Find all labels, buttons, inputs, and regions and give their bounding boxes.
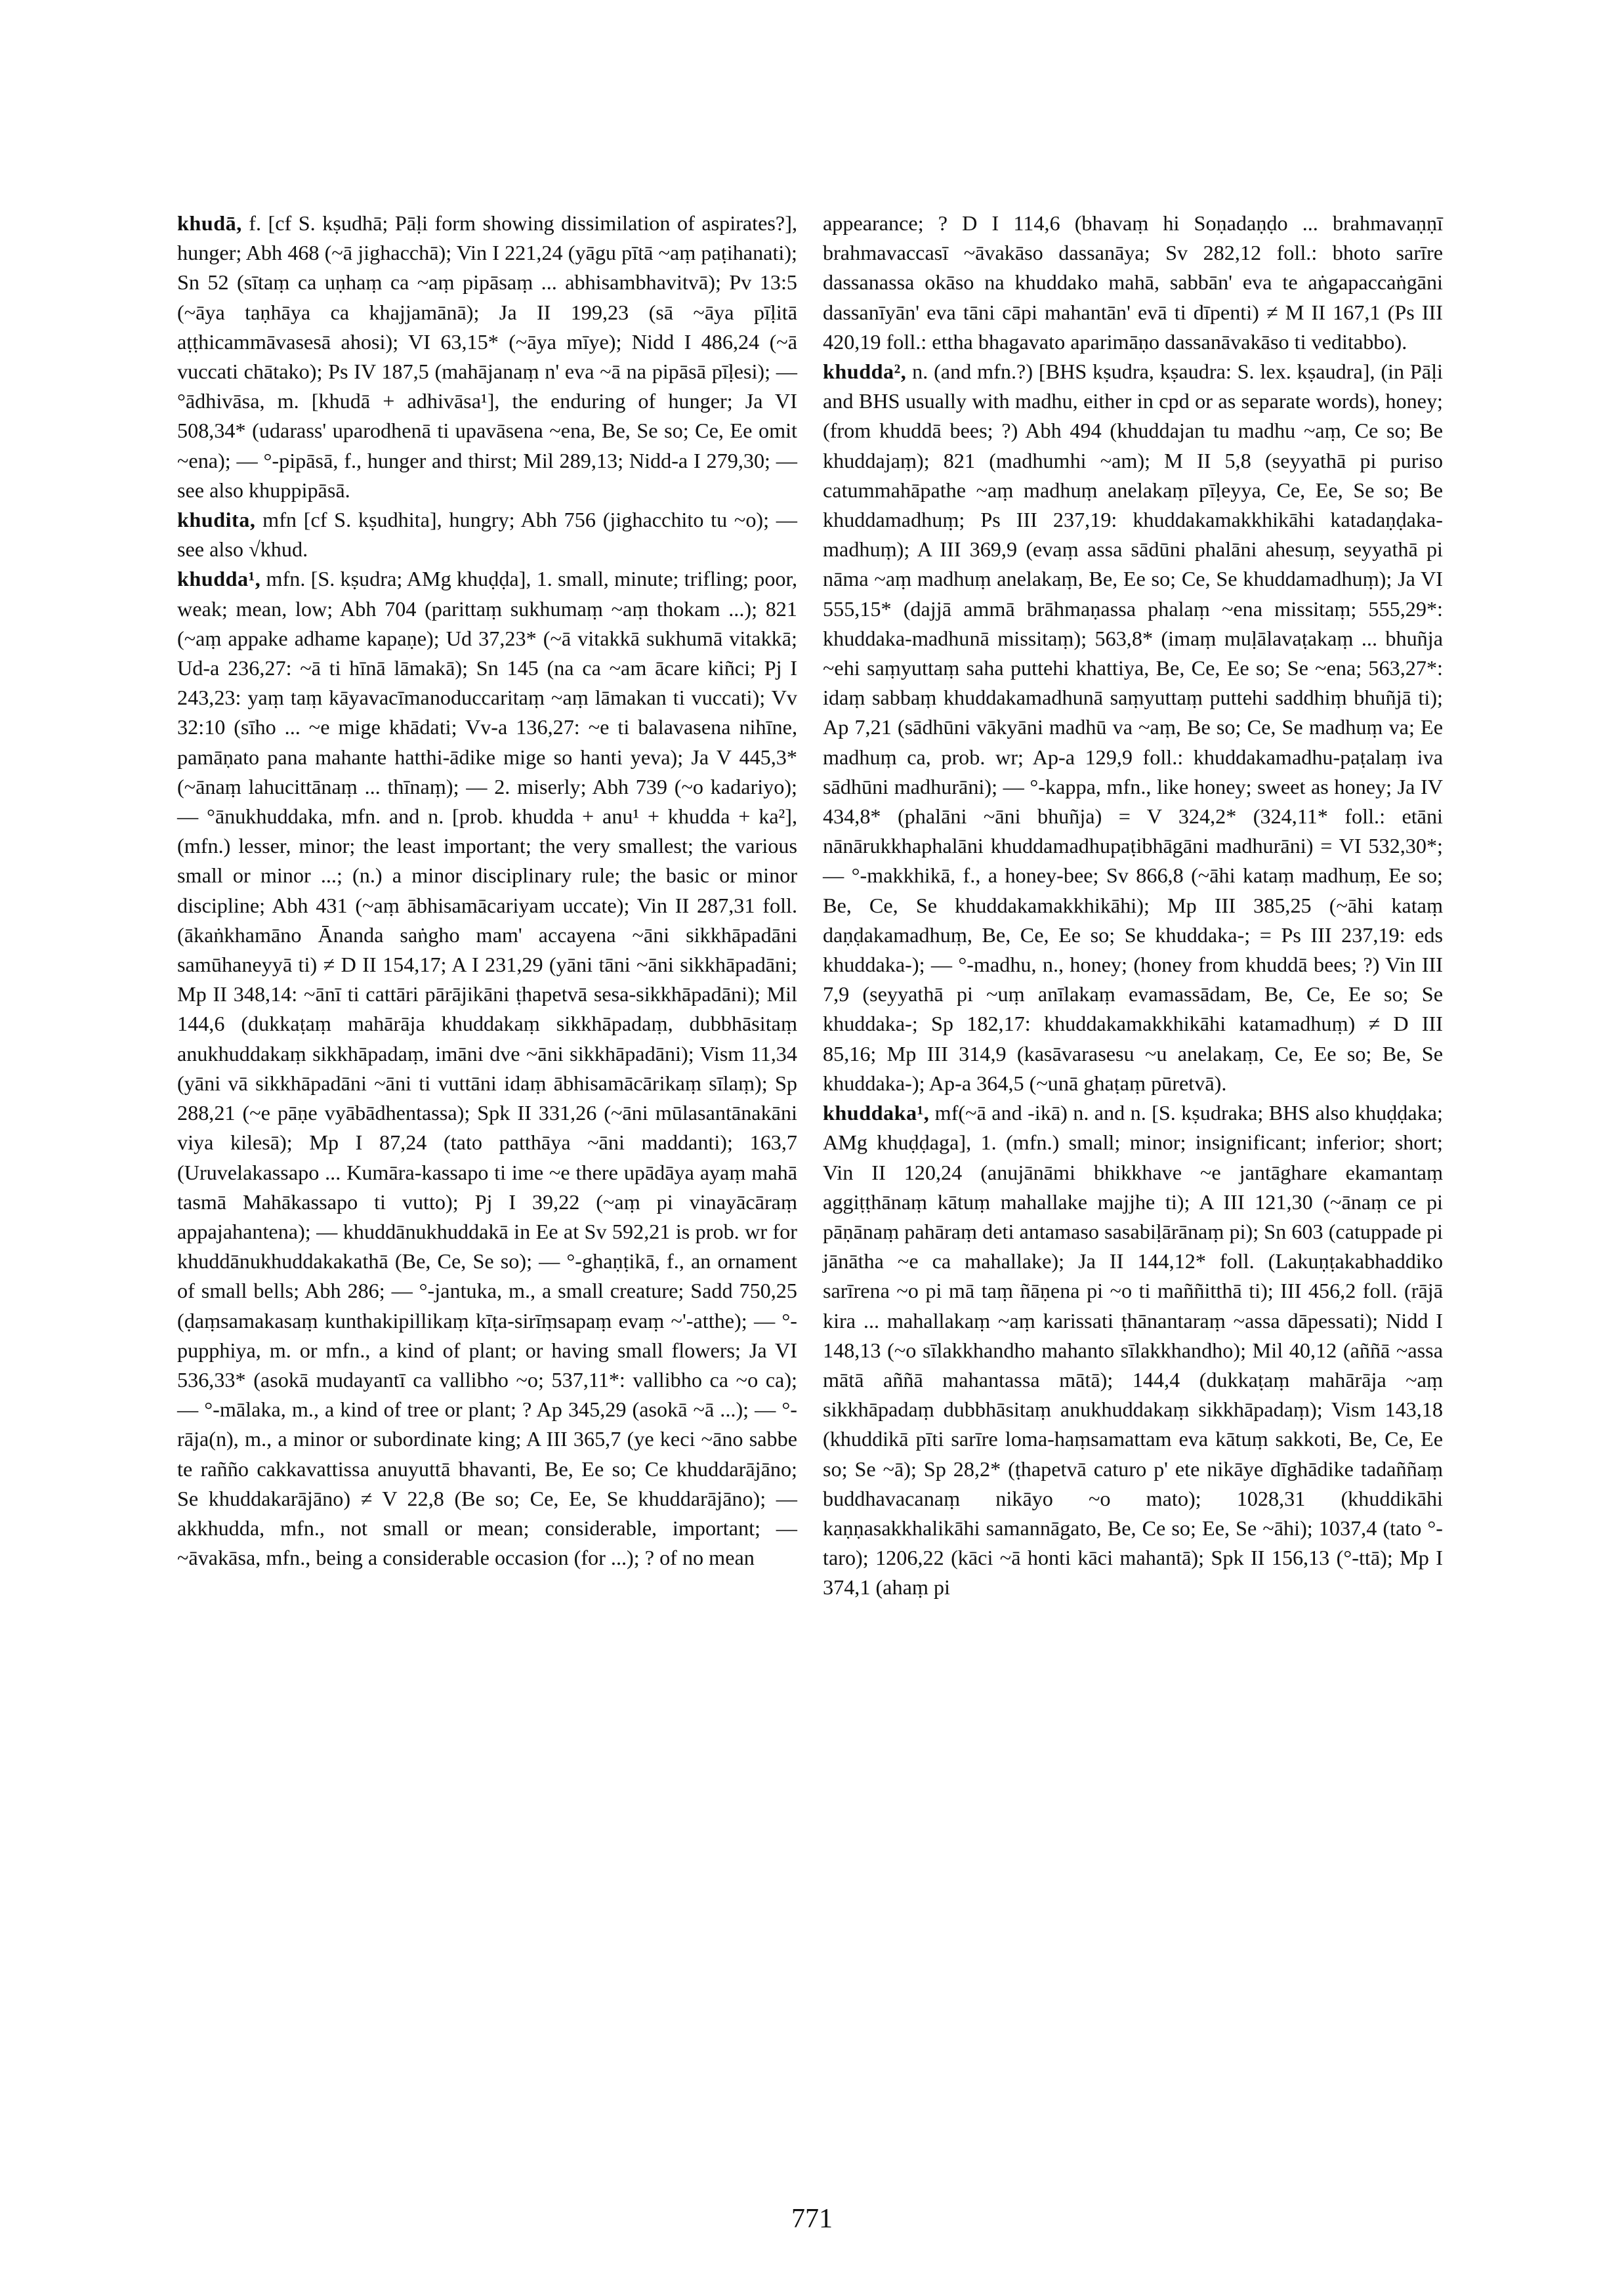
entry-khuddaka-1	[823, 1098, 1443, 1602]
entry-text: mfn. [S. kṣudra; AMg khuḍḍa], 1. small, minute; trifling; poor, weak; mean, low; Abh 704 (parittaṃ sukhumaṃ ~aṃ thokam ...); 821 (~aṃ appake adhame kapaṇe); Ud 37,23* (~ā vitakkā sukhumā vitakkā; Ud-a 236,27: ~ā ti hīnā lāmakā); Sn 145 (na ca ~am ācare kiñci; Pj I 243,23: yaṃ taṃ kāyavacīmanoduccaritaṃ ~aṃ lāmakan ti vuccati); Vv 32:10 (sīho ... ~e mige khādati; Vv-a 136,27: ~e ti balavasena nihīne, pamāṇato pana mahante hatthi-ādike mige so hanti yeva); Ja V 445,3* (~ānaṃ lahucittānaṃ ... thīnaṃ); — 2. miserly; Abh 739 (~o kadariyo); — °ānukhuddaka, mfn. and n. [prob. khudda + anu¹ + khudda + ka²], (mfn.) lesser, minor; the least important; the very smallest; the various small or minor ...; (n.) a minor disciplinary rule; the basic or minor discipline; Abh 431 (~aṃ ābhisamācariyam uccate); Vin II 287,31 foll. (ākaṅkhamāno Ānanda saṅgho mam' accayena ~āni sikkhāpadāni samūhaneyyā ti) ≠ D II 154,17; A I 231,29 (yāni tāni ~āni sikkhāpadāni; Mp II 348,14: ~ānī ti cattāri pārājikāni ṭhapetvā sesa-sikkhāpadāni); Mil 144,6 (dukkaṭaṃ mahārāja khuddakaṃ sikkhāpadaṃ, dubbhāsitaṃ anukhuddakaṃ sikkhāpadaṃ, imāni dve ~āni sikkhāpadāni); Vism 11,34 (yāni vā sikkhāpadāni ~āni ti vuttāni idaṃ ābhisamācārikaṃ sīlaṃ); Sp 288,21 (~e pāṇe vyābādhentassa); Spk II 331,26 (~āni mūlasantānakāni viya kilesā); Mp I 87,24 (tato patthāya ~āni maddanti); 163,7 (Uruvelakassapo ... Kumāra-kassapo ti ime ~e there upādāya ayaṃ mahā tasmā Mahākassapo ti vutto); Pj I 39,22 (~aṃ pi vinayācāraṃ appajahantena); — khuddānukhuddakā in Ee at Sv 592,21 is prob. wr for khuddānukhuddakakathā (Be, Ce, Se so); — °-ghaṇṭikā, f., an ornament of small bells; Abh 286; — °-jantuka, m., a small creature; Sadd 750,25 (ḍaṃsamakasaṃ kunthakipillikaṃ kīṭa-sirīṃsapaṃ evaṃ ~'-atthe); — °-pupphiya, m. or mfn., a kind of plant; or having small flowers; Ja VI 536,33* (asokā mudayantī ca vallibho ~o; 537,11*: vallibho ca ~o ca); — °-mālaka, m., a kind of tree or plant; ? Ap 345,29 (asokā ~ā ...); — °-rāja(n), m., a minor or subordinate king; A III 365,7 (ye keci ~āno sabbe te rañño cakkavattissa anuyuttā bhavanti, Be, Ee so; Ce khuddarājāno; Se khuddakarājāno) ≠ V 22,8 (Be so; Ce, Ee, Se khuddarājāno); — akkhudda, mfn., not small or mean; considerable, important; — ~āvakāsa, mfn., being a considerable occasion (for ...); ? of no mean	[177, 567, 797, 1570]
entry-text: mfn [cf S. kṣudhita], hungry; Abh 756 (jighacchito tu ~o); — see also √khud.	[177, 508, 797, 562]
headword: khudā,	[177, 211, 242, 235]
entry-text: n. (and mfn.?) [BHS kṣudra, kṣaudra: S. lex. kṣaudra], (in Pāḷi and BHS usually with madhu, either in cpd or as separate words), honey; (from khuddā bees; ?) Abh 494 (khuddajan tu madhu ~aṃ, Ce so; Be khuddajaṃ); 821 (madhumhi ~am); M II 5,8 (seyyathā pi puriso catummahāpathe ~aṃ madhuṃ anelakaṃ pīḷeyya, Ce, Ee, Se so; Be khuddamadhuṃ; Ps III 237,19: khuddakamakkhikāhi katadaṇḍaka-madhuṃ); A III 369,9 (evaṃ assa sādūni phalāni ahesuṃ, seyyathā pi nāma ~aṃ madhuṃ anelakaṃ, Be, Ee so; Ce, Se khuddamadhuṃ); Ja VI 555,15* (dajjā ammā brāhmaṇassa phalaṃ ~ena missitaṃ; 555,29*: khuddaka-madhunā missitaṃ); 563,8* (imaṃ muḷālavaṭakaṃ ... bhuñja ~ehi saṃyuttaṃ saha puttehi khattiya, Be, Ce, Ee so; Se ~ena; 563,27*: idaṃ sabbaṃ khuddakamadhunā saṃyuttaṃ puttehi saddhiṃ bhuñjā ti); Ap 7,21 (sādhūni vākyāni madhū va ~aṃ, Be so; Ce, Se madhuṃ va; Ee madhuṃ ca, prob. wr; Ap-a 129,9 foll.: khuddakamadhu-paṭalaṃ iva sādhūni madhurāni); — °-kappa, mfn., like honey; sweet as honey; Ja IV 434,8* (phalāni ~āni bhuñja) = V 324,2* (324,11* foll.: etāni nānārukkhaphalāni khuddamadhupaṭibhāgāni madhurāni) = VI 532,30*; — °-makkhikā, f., a honey-bee; Sv 866,8 (~āhi kataṃ madhuṃ, Ee so; Be, Ce, Se khuddakamakkhikāhi); Mp III 385,25 (~āhi kataṃ daṇḍakamadhuṃ, Be, Ce, Ee so; Se khuddaka-; = Ps III 237,19: eds khuddaka-); — °-madhu, n., honey; (honey from khuddā bees; ?) Vin III 7,9 (seyyathā pi ~uṃ anīlakaṃ evamassādam, Be, Ce, Ee so; Se khuddaka-; Sp 182,17: khuddakamakkhikāhi katamadhuṃ) ≠ D III 85,16; Mp III 314,9 (kasāvarasesu ~u anelakaṃ, Ce, Ee so; Be, Se khuddaka-); Ap-a 364,5 (~unā ghaṭaṃ pūretvā).	[823, 360, 1443, 1095]
entry-khudda-1	[177, 564, 797, 1573]
entry-khudita	[177, 505, 797, 564]
left-column	[177, 209, 797, 1573]
entry-text: appearance; ? D I 114,6 (bhavaṃ hi Soṇadaṇḍo ... brahmavaṇṇī brahmavaccasī ~āvakāso dassanāya; Sv 282,12 foll.: bhoto sarīre dassanassa okāso na khuddako mahā, sabbān' eva te aṅgapaccaṅgāni dassanīyān' eva tāni cāpi mahantān' evā ti dīpenti) ≠ M II 167,1 (Ps III 420,19 foll.: ettha bhagavato aparimāṇo dassanāvakāso ti veditabbo).	[823, 211, 1443, 354]
page-number: 771	[791, 2204, 833, 2234]
entry-khudda-2	[823, 357, 1443, 1098]
entry-text: f. [cf S. kṣudhā; Pāḷi form showing dissimilation of aspirates?], hunger; Abh 468 (~ā jighacchā); Vin I 221,24 (yāgu pītā ~aṃ paṭihanati); Sn 52 (sītaṃ ca uṇhaṃ ca ~aṃ pipāsaṃ ... abhisambhavitvā); Pv 13:5 (~āya taṇhāya ca khajjamānā); Ja II 199,23 (sā ~āya pīḷitā aṭṭhicammāvasesā ahosi); VI 63,15* (~āya mīye); Nidd I 486,24 (~ā vuccati chātako); Ps IV 187,5 (mahājanaṃ n' eva ~ā na pipāsā pīḷesi); — °ādhivāsa, m. [khudā + adhivāsa¹], the enduring of hunger; Ja VI 508,34* (udarass' uparodhenā ti upavāsena ~ena, Be, Se so; Ce, Ee omit ~ena); — °-pipāsā, f., hunger and thirst; Mil 289,13; Nidd-a I 279,30; — see also khuppipāsā.	[177, 211, 797, 502]
headword: khudita,	[177, 508, 256, 532]
entry-text: mf(~ā and -ikā) n. and n. [S. kṣudraka; BHS also khuḍḍaka; AMg khuḍḍaga], 1. (mfn.) small; minor; insignificant; inferior; short; Vin II 120,24 (anujānāmi bhikkhave ~e jantāghare ekamantaṃ aggiṭṭhānaṃ kātuṃ mahallake majjhe ti); A III 121,30 (~ānaṃ ce pi pāṇānaṃ pahāraṃ deti antamaso sasabiḷārānaṃ pi); Sn 603 (catuppade pi jānātha ~e ca mahallake); Ja II 144,12* foll. (Lakuṇṭakabhaddiko sarīrena ~o pi mā taṃ ñāṇena pi ~o ti maññitthā ti); III 456,2 foll. (rājā kira ... mahallakaṃ ~aṃ karissati ṭhānantaraṃ ~assa dāpessati); Nidd I 148,13 (~o sīlakkhandho mahanto sīlakkhandho); Mil 40,12 (aññā ~assa mātā aññā mahantassa mātā); 144,4 (dukkaṭaṃ mahārāja ~aṃ sikkhāpadaṃ dubbhāsitaṃ anukhuddakaṃ sikkhāpadaṃ); Vism 143,18 (khuddikā pīti sarīre loma-haṃsamattam eva kātuṃ sakkoti, Be, Ce, Ee so; Se ~ā); Sp 28,2* (ṭhapetvā caturo p' ete nikāye dīghādike tadaññaṃ buddhavacanaṃ nikāyo ~o mato); 1028,31 (khuddikāhi kaṇṇasakkhalikāhi samannāgato, Be, Ce so; Ee, Se ~āhi); 1037,4 (tato °-taro); 1206,22 (kāci ~ā honti kāci mahantā); Spk II 156,13 (°-ttā); Mp I 374,1 (ahaṃ pi	[823, 1101, 1443, 1600]
headword: khuddaka¹,	[823, 1101, 930, 1125]
right-column	[823, 209, 1443, 1603]
entry-khuda	[177, 209, 797, 505]
entry-continuation	[823, 209, 1443, 357]
headword: khudda¹,	[177, 567, 261, 591]
headword: khudda²,	[823, 360, 907, 384]
